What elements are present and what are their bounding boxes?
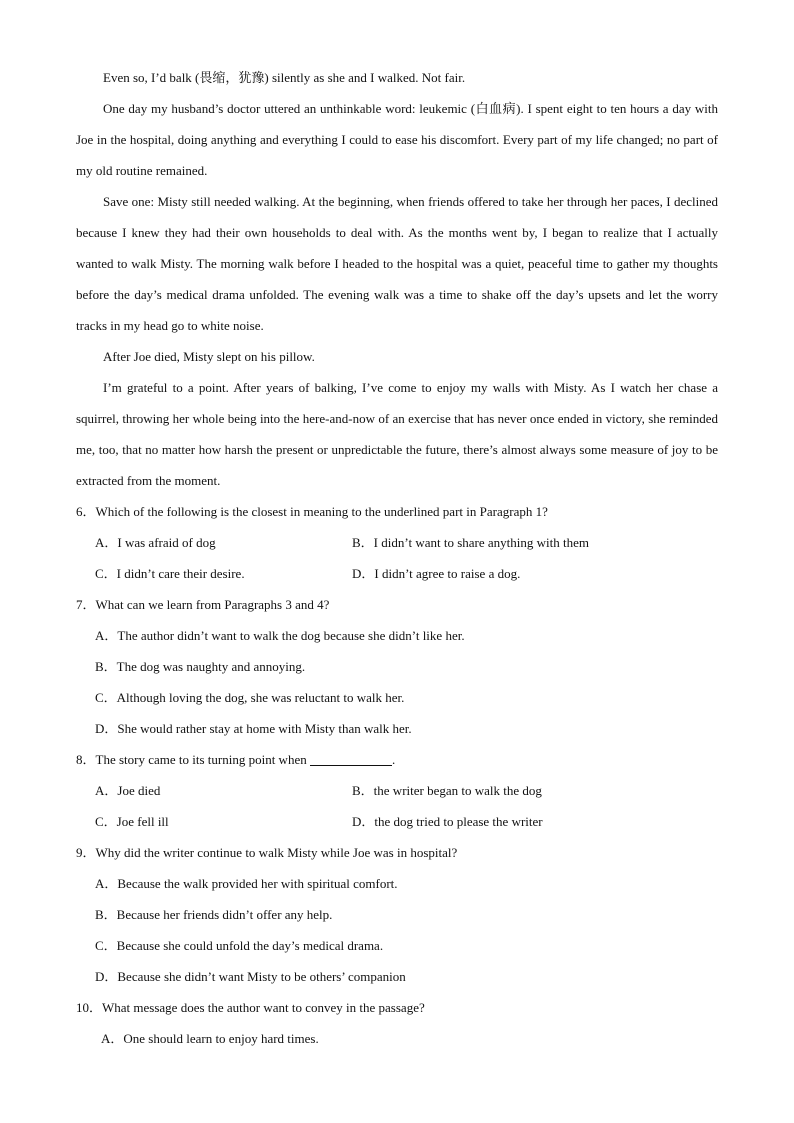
question-8-options-row-2: [76, 806, 718, 837]
passage-paragraph-4: After Joe died, Misty slept on his pillow.: [103, 349, 315, 364]
question-6-options-row-2: [76, 558, 718, 589]
question-8-option-c: C．Joe fell ill: [95, 814, 169, 829]
passage-paragraph-3: Save one: Misty still needed walking. At the beginning, when friends offered to take her through her paces, I declined because I knew they had their own households to deal with. As the months went by, I began to realize that I actually wanted to walk Misty. The morning walk before I headed to the hospital was a quiet, peaceful time to gather my thoughts before the day’s medical drama unfolded. The evening walk was a time to shake off the day’s upsets and let the worry tracks in my head go to white noise.: [76, 194, 718, 333]
question-8-option-b: B．the writer began to walk the dog: [352, 783, 542, 798]
question-8-stem-text: 8．The story came to its turning point when: [76, 752, 310, 767]
question-9-option-c: C．Because she could unfold the day’s medical drama.: [95, 938, 384, 953]
question-6-option-d: D．I didn’t agree to raise a dog.: [352, 566, 521, 581]
question-7: [76, 589, 718, 744]
question-8-options-row-1: [76, 775, 718, 806]
question-7-option-a: A．The author didn’t want to walk the dog because she didn’t like her.: [95, 628, 465, 643]
question-9: [76, 837, 718, 992]
question-7-stem: 7．What can we learn from Paragraphs 3 and 4?: [76, 597, 330, 612]
question-7-option-c: C．Although loving the dog, she was reluctant to walk her.: [95, 690, 405, 705]
question-8-stem-end: .: [391, 752, 396, 767]
question-9-option-b: B．Because her friends didn’t offer any help.: [95, 907, 333, 922]
question-6-option-c: C．I didn’t care their desire.: [95, 566, 245, 581]
worksheet-page: [76, 62, 718, 1054]
question-9-stem: 9．Why did the writer continue to walk Misty while Joe was in hospital?: [76, 845, 458, 860]
question-9-option-a: A．Because the walk provided her with spiritual comfort.: [95, 876, 398, 891]
question-8-option-a: A．Joe died: [95, 783, 161, 798]
answer-blank: [310, 751, 392, 766]
passage-paragraph-2: One day my husband’s doctor uttered an unthinkable word: leukemic (白血病). I spent eight to ten hours a day with Joe in the hospital, doing anything and everything I could to ease his discomfort. Every part of my life changed; no part of my old routine remained.: [76, 101, 718, 178]
question-10: [76, 992, 718, 1054]
question-7-option-d: D．She would rather stay at home with Misty than walk her.: [95, 721, 412, 736]
question-6-option-a: A．I was afraid of dog: [95, 535, 216, 550]
question-7-option-b: B．The dog was naughty and annoying.: [95, 659, 306, 674]
question-6-option-b: B．I didn’t want to share anything with them: [352, 535, 589, 550]
question-8: [76, 744, 718, 837]
question-9-option-d: D．Because she didn’t want Misty to be others’ companion: [95, 969, 406, 984]
question-6-options-row-1: [76, 527, 718, 558]
question-6-stem: 6．Which of the following is the closest in meaning to the underlined part in Paragraph 1?: [76, 504, 548, 519]
question-10-stem: 10．What message does the author want to convey in the passage?: [76, 1000, 425, 1015]
question-8-option-d: D．the dog tried to please the writer: [352, 814, 543, 829]
question-6: [76, 496, 718, 589]
question-10-option-a: A．One should learn to enjoy hard times.: [101, 1031, 319, 1046]
passage-paragraph-1: Even so, I’d balk (畏缩，犹豫) silently as she and I walked. Not fair.: [103, 70, 466, 85]
question-8-stem: [76, 744, 718, 775]
passage-paragraph-5: I’m grateful to a point. After years of balking, I’ve come to enjoy my walls with Misty. As I watch her chase a squirrel, throwing her whole being into the here-and-now of an exercise that has never once ended in victory, she reminded me, too, that no matter how harsh the present or unpredictable the future, there’s almost always some measure of joy to be extracted from the moment.: [76, 380, 718, 488]
